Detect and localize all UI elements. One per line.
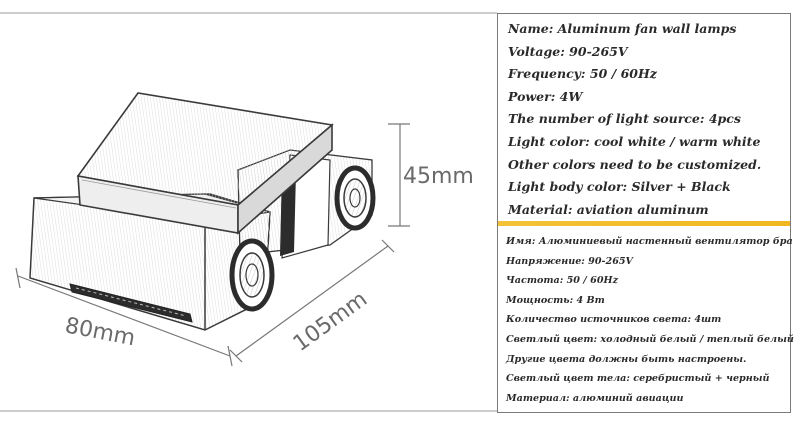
spec-light-source-count: The number of light source: 4pcs <box>508 111 741 127</box>
right-lens-icon <box>337 168 373 228</box>
spec-frequency: Frequency: 50 / 60Hz <box>508 66 657 82</box>
spec-name: Name: Aluminum fan wall lamps <box>508 21 737 36</box>
spec-list-russian <box>506 232 794 408</box>
spec-custom-colors: Other colors need to be customized. <box>508 156 762 172</box>
spec-ru-light-source-count: Количество источников света: 4шт <box>506 314 722 326</box>
spec-list-english <box>508 18 788 221</box>
left-lens-icon <box>232 241 272 309</box>
spec-material: Material: aviation aluminum <box>508 201 709 217</box>
spec-voltage: Voltage: 90-265V <box>508 43 628 59</box>
width-label: 80mm <box>62 313 138 352</box>
spec-panel <box>497 13 794 413</box>
spec-ru-light-color: Светлый цвет: холодный белый / теплый белый <box>506 333 794 345</box>
spec-ru-voltage: Напряжение: 90-265V <box>506 255 633 267</box>
spec-ru-material: Материал: алюминий авиации <box>506 392 684 404</box>
spec-power: Power: 4W <box>508 88 583 104</box>
section-divider <box>498 221 790 226</box>
spec-ru-frequency: Частота: 50 / 60Hz <box>506 275 619 287</box>
spec-body-color: Light body color: Silver + Black <box>508 179 731 195</box>
spec-ru-name: Имя: Алюминиевый настенный вентилятор бра <box>506 236 793 247</box>
spec-ru-body-color: Светлый цвет тела: серебристый + черный <box>506 373 770 385</box>
spec-light-color: Light color: cool white / warm white <box>508 133 761 149</box>
height-label: 45mm <box>403 164 474 189</box>
spec-ru-custom-colors: Другие цвета должны быть настроены. <box>506 353 747 365</box>
depth-label: 105mm <box>288 286 373 357</box>
spec-ru-power: Мощность: 4 Вт <box>506 294 605 306</box>
